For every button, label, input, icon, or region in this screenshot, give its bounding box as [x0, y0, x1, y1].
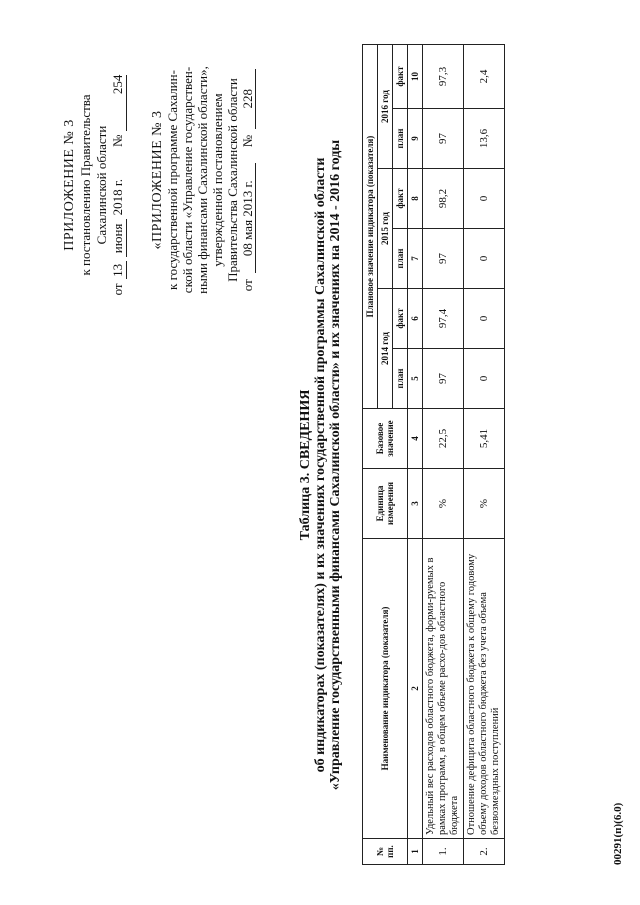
table-title-line3: «Управление государственными финансами Сахалинской области» и их значениях на 2014 - 2016 годы — [328, 139, 343, 791]
appendix-prior-line: ными финансами Сахалинской области», — [195, 66, 210, 294]
appendix-prior-line: к государственной программе Сахалин- — [165, 70, 180, 290]
row-value: 97,3 — [423, 45, 464, 109]
row-num: 2. — [464, 839, 505, 865]
row-unit: % — [423, 469, 464, 539]
row-name: Удельный вес расходов областного бюджета, форми-руемых в рамках программ, в общем объеме расхо-дов областного бюджета — [423, 539, 464, 839]
header-unit: Единица измерения — [363, 469, 408, 539]
row-value: 97,4 — [423, 289, 464, 349]
appendix-prior-date-row — [240, 35, 256, 325]
appendix-prior-date: 08 мая 2013 г. — [240, 163, 256, 273]
header-num: № пп. — [363, 839, 408, 865]
row-name: Отношение дефицита областного бюджета к общему годовому объему доходов областного бюджета без учета объема безвозмездных поступлений — [464, 539, 505, 839]
col-number: 6 — [408, 289, 423, 349]
row-value: 13,6 — [464, 109, 505, 169]
header-base: Базовое значение — [363, 409, 408, 469]
col-number: 7 — [408, 229, 423, 289]
row-value: 97 — [423, 349, 464, 409]
col-number: 4 — [408, 409, 423, 469]
table-title-line2: об индикаторах (показателях) и их значениях государственной программы Сахалинской области — [313, 157, 328, 773]
footer-code: 00291(п)(6.0) — [612, 802, 624, 865]
header-plan: план — [393, 349, 408, 409]
header-fact: факт — [393, 289, 408, 349]
appendix-line2: Сахалинской области — [94, 125, 109, 245]
appendix-prior-no-label: № — [240, 134, 255, 148]
row-unit: % — [464, 469, 505, 539]
row-value: 0 — [464, 229, 505, 289]
header-fact: факт — [393, 169, 408, 229]
header-plan: план — [393, 109, 408, 169]
table-row — [464, 45, 505, 865]
header-year-2014: 2014 год — [378, 289, 393, 409]
appendix-no-label: № — [110, 134, 125, 148]
col-number: 3 — [408, 469, 423, 539]
appendix-date-year: 2018 г. — [110, 179, 125, 216]
row-base: 5,41 — [464, 409, 505, 469]
appendix-header — [62, 55, 127, 315]
appendix-date-month: июня — [110, 219, 127, 257]
header-fact: факт — [393, 45, 408, 109]
appendix-date-row — [110, 55, 127, 315]
col-number: 8 — [408, 169, 423, 229]
appendix-prior-line: Правительства Сахалинской области — [225, 78, 240, 282]
appendix-prior-number: 228 — [240, 69, 256, 129]
appendix-prior-date-prefix: от — [240, 279, 255, 292]
table-row — [423, 45, 464, 865]
header-name: Наименование индикатора (показателя) — [363, 539, 408, 839]
indicators-table — [362, 44, 505, 865]
row-value: 0 — [464, 349, 505, 409]
col-number: 10 — [408, 45, 423, 109]
row-value: 97 — [423, 109, 464, 169]
header-year-2015: 2015 год — [378, 169, 393, 289]
appendix-number: 254 — [110, 75, 127, 131]
col-number: 1 — [408, 839, 423, 865]
row-base: 22,5 — [423, 409, 464, 469]
appendix-prior-title: «ПРИЛОЖЕНИЕ № 3 — [150, 110, 165, 250]
appendix-prior-line: утвержденной постановлением — [210, 93, 225, 267]
row-value: 97 — [423, 229, 464, 289]
row-value: 0 — [464, 169, 505, 229]
table-title — [298, 65, 343, 865]
column-number-row — [408, 45, 423, 865]
header-year-2016: 2016 год — [378, 45, 393, 169]
row-value: 98,2 — [423, 169, 464, 229]
table-title-line1: Таблица 3. СВЕДЕНИЯ — [298, 389, 313, 541]
appendix-line1: к постановлению Правительства — [78, 94, 93, 276]
header-plan: план — [393, 229, 408, 289]
appendix-prior — [150, 35, 256, 325]
appendix-prior-line: ской области «Управление государствен- — [180, 66, 195, 294]
col-number: 9 — [408, 109, 423, 169]
appendix-date-day: 13 — [110, 261, 127, 279]
row-value: 0 — [464, 289, 505, 349]
appendix-date-prefix: от — [110, 283, 125, 296]
row-num: 1. — [423, 839, 464, 865]
appendix-title: ПРИЛОЖЕНИЕ № 3 — [62, 119, 77, 251]
row-value: 2,4 — [464, 45, 505, 109]
col-number: 5 — [408, 349, 423, 409]
header-planned: Плановое значение индикатора (показателя) — [363, 45, 378, 409]
col-number: 2 — [408, 539, 423, 839]
